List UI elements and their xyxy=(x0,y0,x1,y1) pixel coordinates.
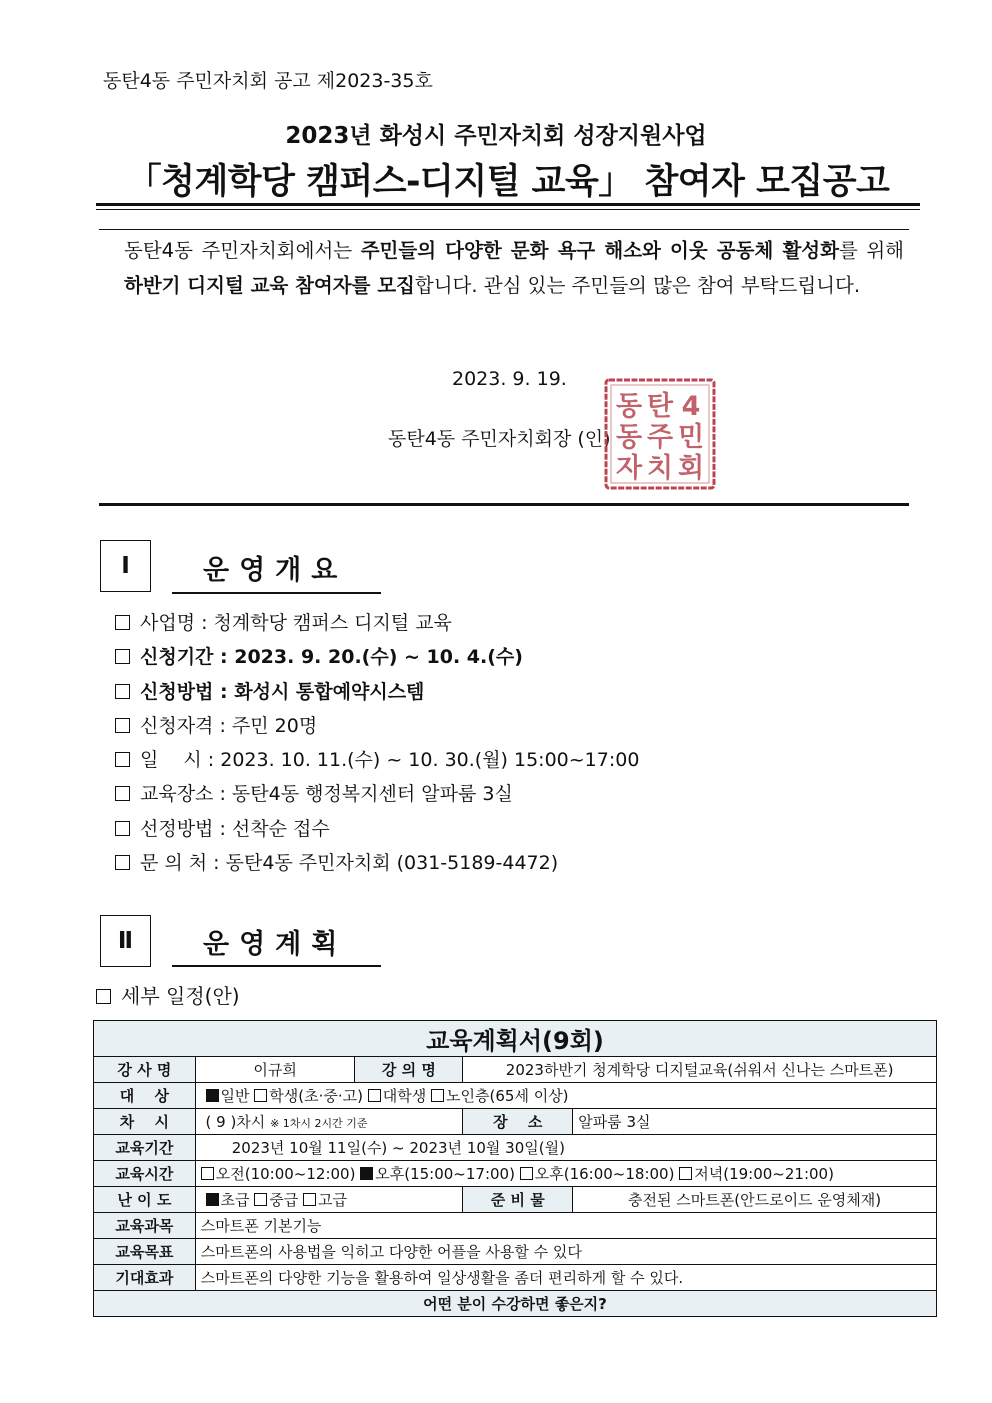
checkbox-icon xyxy=(679,1167,692,1180)
checkbox-icon xyxy=(115,649,130,664)
table-row xyxy=(94,1021,937,1057)
table-row xyxy=(94,1135,937,1161)
signer: 동탄4동 주민자치회장 (인) xyxy=(388,428,611,450)
overview-item-place xyxy=(115,777,639,811)
subject-value: 스마트폰 기본기능 xyxy=(195,1213,936,1239)
plan-footer: 어떤 분이 수강하면 좋은지? xyxy=(94,1291,937,1317)
goal-value: 스마트폰의 사용법을 익히고 다양한 어플을 사용할 수 있다 xyxy=(195,1239,936,1265)
instructor-label: 강 사 명 xyxy=(94,1057,196,1083)
table-row xyxy=(94,1239,937,1265)
effect-value: 스마트폰의 다양한 기능을 활용하여 일상생활을 좀더 편리하게 할 수 있다. xyxy=(195,1265,936,1291)
table-row xyxy=(94,1083,937,1109)
checkbox-icon xyxy=(115,752,130,767)
overview-item-contact xyxy=(115,846,639,880)
overview-item-eligibility xyxy=(115,709,639,743)
overview-item-period xyxy=(115,640,639,674)
svg-text:치: 치 xyxy=(646,453,674,484)
overview-item-method xyxy=(115,675,639,709)
official-seal-icon xyxy=(603,377,717,491)
effect-label: 기대효과 xyxy=(94,1265,196,1291)
course-label: 강 의 명 xyxy=(355,1057,463,1083)
section2-underline xyxy=(172,965,381,967)
overview-item-text: 선정방법 : 선착순 접수 xyxy=(140,817,330,840)
title-rule-thick xyxy=(96,203,920,206)
filled-checkbox-icon xyxy=(206,1193,219,1206)
overview-item-schedule xyxy=(115,743,639,777)
overview-item-text: 문 의 처 : 동탄4동 주민자치회 (031-5189-4472) xyxy=(140,852,559,875)
goal-label: 교육목표 xyxy=(94,1239,196,1265)
period-value: 2023년 10월 11일(수) ~ 2023년 10월 30일(월) xyxy=(195,1135,936,1161)
instructor-value: 이규희 xyxy=(195,1057,355,1083)
education-plan-table xyxy=(93,1020,937,1317)
plan-caption: 교육계획서(9회) xyxy=(94,1021,937,1057)
overview-item-text: 신청방법 : 화성시 통합예약시스템 xyxy=(140,680,425,703)
table-row xyxy=(94,1109,937,1135)
checkbox-icon xyxy=(115,786,130,801)
target-general: 일반 xyxy=(220,1087,250,1105)
overview-item-text: 신청기간 : 2023. 9. 20.(수) ~ 10. 4.(수) xyxy=(140,646,523,669)
place-value: 알파룸 3실 xyxy=(573,1109,937,1135)
time-pm1: 오후(15:00~17:00) xyxy=(375,1165,515,1183)
checkbox-icon xyxy=(115,718,130,733)
intro-text-1: 동탄4동 주민자치회에서는 xyxy=(124,239,361,262)
sessions-note: ※ 1차시 2시간 기준 xyxy=(270,1117,368,1130)
level-label: 난 이 도 xyxy=(94,1187,196,1213)
svg-text:탄: 탄 xyxy=(646,391,674,422)
svg-text:동: 동 xyxy=(615,422,643,453)
section1-number: Ⅰ xyxy=(121,553,130,579)
subject-label: 교육과목 xyxy=(94,1213,196,1239)
intro-bold-1: 주민들의 다양한 문화 욕구 해소와 이웃 공동체 활성화 xyxy=(360,239,839,262)
intro-text-3: 합니다. 관심 있는 주민들의 많은 참여 부탁드립니다. xyxy=(414,274,861,297)
section1-underline xyxy=(172,592,381,594)
svg-text:주: 주 xyxy=(646,422,674,453)
place-label: 장 소 xyxy=(463,1109,573,1135)
level-mid: 중급 xyxy=(269,1191,299,1209)
table-row xyxy=(94,1057,937,1083)
period-label: 교육기간 xyxy=(94,1135,196,1161)
checkbox-icon xyxy=(520,1167,533,1180)
sessions-label: 차 시 xyxy=(94,1109,196,1135)
notice-title: 「청계학당 캠퍼스-디지털 교육」 참여자 모집공고 xyxy=(126,162,890,202)
time-eve: 저녁(19:00~21:00) xyxy=(694,1165,834,1183)
checkbox-icon xyxy=(96,989,111,1004)
checkbox-icon xyxy=(115,855,130,870)
checkbox-icon xyxy=(115,821,130,836)
checkbox-icon xyxy=(115,615,130,630)
intro-bottom-rule xyxy=(99,503,909,506)
table-row xyxy=(94,1291,937,1317)
schedule-heading-text: 세부 일정(안) xyxy=(121,984,240,1008)
target-label: 대 상 xyxy=(94,1083,196,1109)
sessions-count: ( 9 )차시 xyxy=(205,1113,266,1131)
section2-title: 운영계획 xyxy=(203,929,348,960)
time-value xyxy=(195,1161,936,1187)
course-value: 2023하반기 청계학당 디지털교육(쉬워서 신나는 스마트폰) xyxy=(463,1057,937,1083)
intro-paragraph xyxy=(124,233,904,303)
svg-text:자: 자 xyxy=(615,453,643,484)
notice-subtitle: 2023년 화성시 주민자치회 성장지원사업 xyxy=(285,123,707,149)
checkbox-icon xyxy=(115,684,130,699)
checkbox-icon xyxy=(254,1089,267,1102)
intro-text-2: 를 위해 xyxy=(838,239,905,262)
filled-checkbox-icon xyxy=(360,1167,373,1180)
sessions-value xyxy=(195,1109,463,1135)
intro-top-rule xyxy=(99,229,909,230)
time-label: 교육시간 xyxy=(94,1161,196,1187)
overview-list xyxy=(115,606,639,880)
notice-number: 동탄4동 주민자치회 공고 제2023-35호 xyxy=(103,70,433,92)
target-student: 학생(초·중·고) xyxy=(269,1087,363,1105)
prep-value: 충전된 스마트폰(안드로이드 운영체재) xyxy=(573,1187,937,1213)
checkbox-icon xyxy=(303,1193,316,1206)
overview-item-text: 신청자격 : 주민 20명 xyxy=(140,714,318,737)
overview-item-text: 일 시 : 2023. 10. 11.(수) ~ 10. 30.(월) 15:00~17:00 xyxy=(140,749,640,772)
level-high: 고급 xyxy=(318,1191,348,1209)
table-row xyxy=(94,1161,937,1187)
intro-bold-2: 하반기 디지털 교육 참여자를 모집 xyxy=(124,274,415,297)
prep-label: 준 비 물 xyxy=(463,1187,573,1213)
checkbox-icon xyxy=(254,1193,267,1206)
table-row xyxy=(94,1213,937,1239)
time-am: 오전(10:00~12:00) xyxy=(215,1165,356,1183)
section2-number: Ⅱ xyxy=(117,928,134,954)
svg-text:동: 동 xyxy=(615,391,643,422)
schedule-heading xyxy=(96,980,240,1009)
table-row xyxy=(94,1265,937,1291)
svg-text:4: 4 xyxy=(681,391,701,422)
svg-text:민: 민 xyxy=(677,422,705,453)
overview-item-name xyxy=(115,606,639,640)
section1-title: 운영개요 xyxy=(203,555,348,586)
target-univ: 대학생 xyxy=(382,1087,427,1105)
svg-text:회: 회 xyxy=(677,453,705,484)
section2-number-box xyxy=(100,915,151,967)
checkbox-icon xyxy=(368,1089,381,1102)
target-value xyxy=(195,1083,936,1109)
time-pm2: 오후(16:00~18:00) xyxy=(534,1165,675,1183)
checkbox-icon xyxy=(201,1167,214,1180)
checkbox-icon xyxy=(431,1089,444,1102)
filled-checkbox-icon xyxy=(206,1089,219,1102)
notice-date: 2023. 9. 19. xyxy=(452,368,567,390)
overview-item-text: 사업명 : 청계학당 캠퍼스 디지털 교육 xyxy=(140,612,452,634)
section1-number-box xyxy=(100,540,151,592)
target-senior: 노인층(65세 이상) xyxy=(446,1087,569,1105)
title-rule-thin xyxy=(96,209,920,210)
level-value xyxy=(195,1187,463,1213)
overview-item-text: 교육장소 : 동탄4동 행정복지센터 알파룸 3실 xyxy=(140,783,513,806)
table-row xyxy=(94,1187,937,1213)
level-basic: 초급 xyxy=(220,1191,250,1209)
overview-item-selection xyxy=(115,812,639,846)
